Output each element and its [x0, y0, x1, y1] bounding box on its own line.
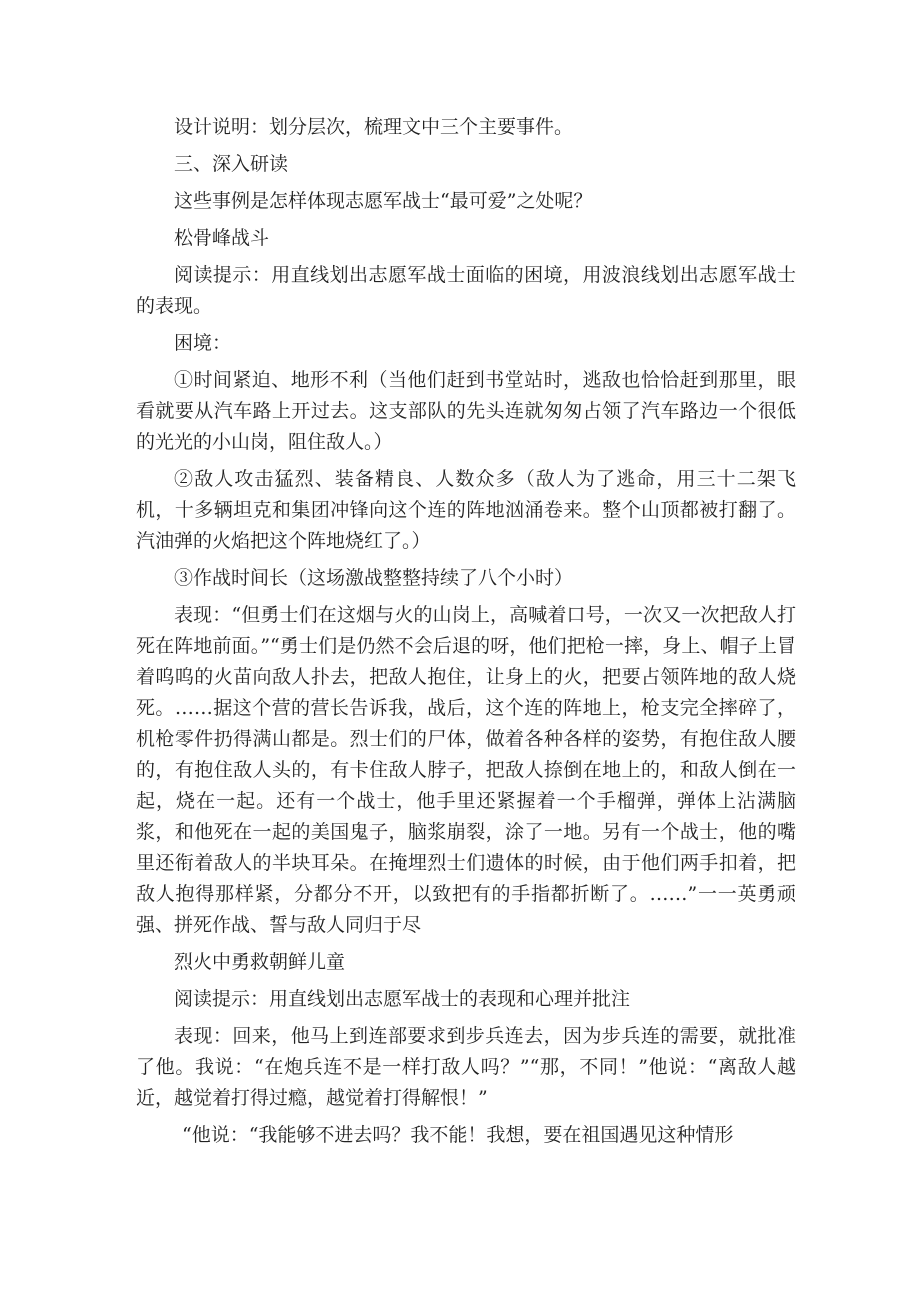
section-heading: 三、深入研读 — [174, 153, 289, 175]
quote-paragraph: “他说：“我能够不进去吗？我不能！我想，要在祖国遇见这种情形 — [182, 1124, 734, 1146]
reading-tip-2: 阅读提示：用直线划出志愿军战士的表现和心理并批注 — [174, 988, 631, 1010]
design-note: 设计说明：划分层次，梳理文中三个主要事件。 — [174, 116, 574, 138]
performance-paragraph: 表现：“但勇士们在这烟与火的山岗上，高喊着口号，一次又一次把敌人打死在阵地前面。”“勇士们是仍然不会后退的呀，他们把枪一摔，身上、帽子上冒着呜呜的火苗向敌人扑去，把敌人抱住，让身上的火，把要占领阵地的敌人烧死。……据这个营的营长告诉我，战后，这个连的阵地上，枪支完全摔碎了，机枪零件扔得满山都是。烈士们的尸体，做着各种各样的姿势，有抱住敌人腰的，有抱住敌人头的，有卡住敌人脖子，把敌人捺倒在地上的，和敌人倒在一起，烧在一起。还有一个战士，他手里还紧握着一个手榴弹，弹体上沾满脑浆，和他死在一起的美国鬼子，脑浆崩裂，涂了一地。另有一个战士，他的嘴里还衔着敌人的半块耳朵。在掩埋烈士们遗体的时候，由于他们两手扣着，把敌人抱得那样紧，分都分不开，以致把有的手指都折断了。……”一一英勇顽强、拼死作战、誓与敌人同归于尽 — [136, 604, 796, 936]
performance-paragraph-2: 表现：回来，他马上到连部要求到步兵连去，因为步兵连的需要，就批准了他。我说：“在炮兵连不是一样打敌人吗？”“那，不同！”他说：“离敌人越近，越觉着打得过瘾，越觉着打得解恨！” — [136, 1025, 796, 1109]
reading-tip: 阅读提示：用直线划出志愿军战士面临的困境，用波浪线划出志愿军战士的表现。 — [136, 264, 796, 317]
subheading-rescue: 烈火中勇救朝鲜儿童 — [174, 951, 346, 973]
predicament-item-2: ②敌人攻击猛烈、装备精良、人数众多（敌人为了逃命，用三十二架飞机，十多辆坦克和集团冲锋向这个连的阵地汹涌卷来。整个山顶都被打翻了。汽油弹的火焰把这个阵地烧红了。） — [136, 468, 796, 552]
predicament-item-1: ①时间紧迫、地形不利（当他们赶到书堂站时，逃敌也恰恰赶到那里，眼看就要从汽车路上开过去。这支部队的先头连就匆匆占领了汽车路边一个很低的光光的小山岗，阻住敌人。） — [136, 369, 796, 453]
document-body — [136, 112, 796, 1157]
guiding-question: 这些事例是怎样体现志愿军战士“最可爱”之处呢？ — [174, 190, 593, 212]
predicament-label: 困境： — [174, 332, 232, 354]
subheading-songgufeng: 松骨峰战斗 — [174, 227, 270, 249]
predicament-item-3: ③作战时间长（这场激战整整持续了八个小时） — [174, 567, 574, 589]
